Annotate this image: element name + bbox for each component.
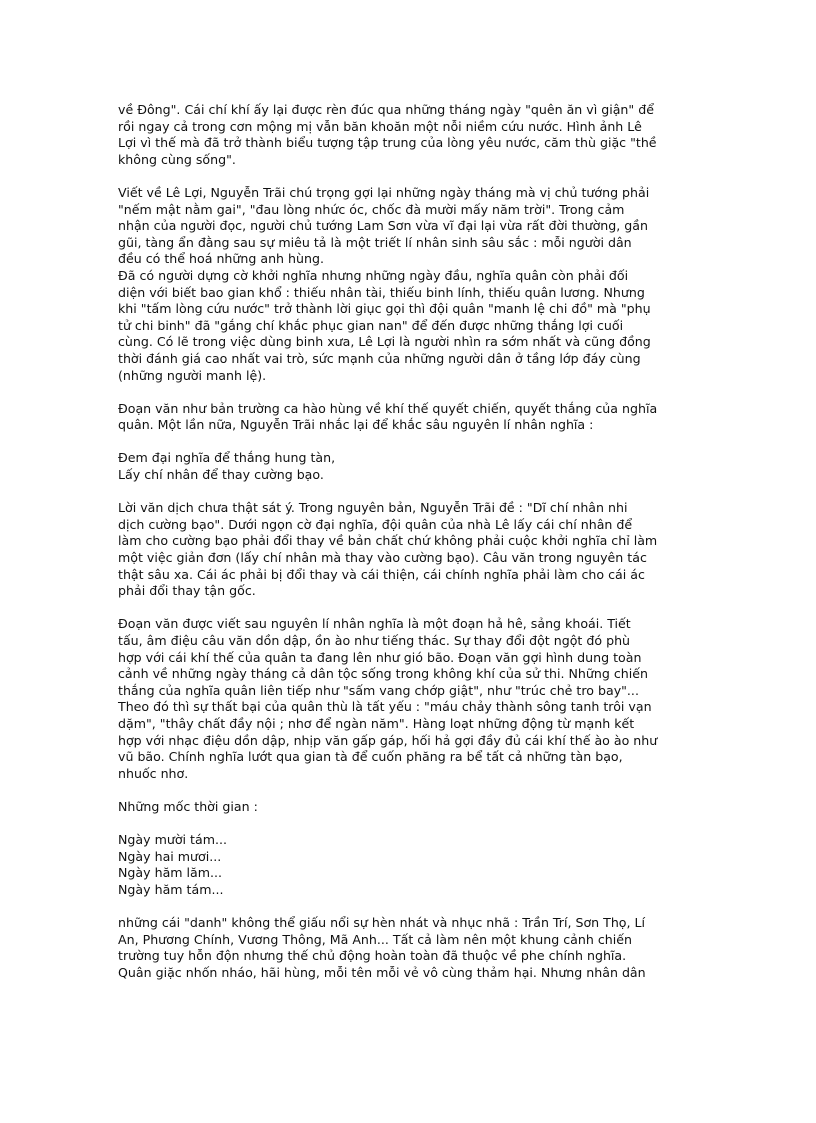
date-list (118, 832, 700, 898)
paragraph-3 (118, 401, 700, 434)
text-line: (những người manh lệ). (118, 367, 267, 383)
paragraph-gap (118, 899, 700, 916)
date-line: Ngày mười tám... (118, 832, 227, 848)
text-line: dặm", "thây chất đầy nội ; nhơ để ngàn năm". Hàng loạt những động từ mạnh kết (118, 715, 635, 731)
text-line: quân. Một lần nữa, Nguyễn Trãi nhắc lại để khắc sâu nguyên lí nhân nghĩa : (118, 417, 594, 433)
paragraph-gap (118, 434, 700, 451)
paragraph-6 (118, 799, 700, 816)
text-line: diện với biết bao gian khổ : thiếu nhân tài, thiếu binh lính, thiếu quân lương. Nhưng (118, 284, 645, 300)
text-line: đều có thể hoá những anh hùng. (118, 251, 324, 267)
text-line: những cái "danh" không thể giấu nổi sự hèn nhát và nhục nhã : Trần Trí, Sơn Thọ, Lí (118, 915, 646, 931)
date-line: Ngày hai mươi... (118, 848, 222, 864)
text-line: khi "tấm lòng cứu nước" trở thành lời giục gọi thì đội quân "manh lệ chi đồ" mà "phụ (118, 301, 651, 317)
paragraph-1 (118, 102, 700, 168)
text-line: Viết về Lê Lợi, Nguyễn Trãi chú trọng gợi lại những ngày tháng mà vị chủ tướng phải (118, 184, 650, 200)
text-line: "nếm mật nằm gai", "đau lòng nhức óc, chốc đà mười mấy năm trời". Trong cảm (118, 201, 625, 217)
paragraph-gap (118, 782, 700, 799)
paragraph-gap (118, 384, 700, 401)
text-line: Đoạn văn được viết sau nguyên lí nhân nghĩa là một đoạn hả hê, sảng khoái. Tiết (118, 616, 631, 632)
date-line: Ngày hăm lăm... (118, 865, 223, 881)
paragraph-gap (118, 600, 700, 617)
text-line: nhuốc nhơ. (118, 765, 189, 781)
date-line: Ngày hăm tám... (118, 881, 224, 897)
text-line: Đã có người dựng cờ khởi nghĩa nhưng những ngày đầu, nghĩa quân còn phải đối (118, 267, 629, 283)
text-line: An, Phương Chính, Vương Thông, Mã Anh... Tất cả làm nên một khung cảnh chiến (118, 931, 633, 947)
text-line: không cùng sống". (118, 151, 236, 167)
paragraph-gap (118, 816, 700, 833)
verse-line: Đem đại nghĩa để thắng hung tàn, (118, 450, 336, 466)
text-line: vũ bão. Chính nghĩa lướt qua gian tà để cuốn phăng ra bể tất cả những tàn bạo, (118, 749, 623, 765)
text-line: Lời văn dịch chưa thật sát ý. Trong nguyên bản, Nguyễn Trãi đề : "Dĩ chí nhân nhi (118, 500, 628, 516)
paragraph-gap (118, 168, 700, 185)
text-line: cùng. Có lẽ trong việc dùng binh xưa, Lê Lợi là người nhìn ra sớm nhất và cũng đồng (118, 334, 651, 350)
paragraph-5 (118, 616, 700, 782)
text-line: Lợi vì thế mà đã trở thành biểu tượng tập trung của lòng yêu nước, căm thù giặc "thề (118, 135, 657, 151)
text-line: phải đổi thay tận gốc. (118, 583, 256, 599)
verse-quote (118, 450, 700, 483)
text-line: về Đông". Cái chí khí ấy lại được rèn đúc qua những tháng ngày "quên ăn vì giận" để (118, 102, 654, 117)
text-line: gũi, tàng ẩn đằng sau sự miêu tả là một triết lí nhân sinh sâu sắc : mỗi người dân (118, 234, 632, 250)
text-line: hợp với nhạc điệu dồn dập, nhịp văn gấp gáp, hối hả gợi đầy đủ cái khí thế ào ào như (118, 732, 658, 748)
text-line: nhận của người đọc, người chủ tướng Lam Sơn vừa vĩ đại lại vừa rất đời thường, gần (118, 218, 648, 234)
text-line: Theo đó thì sự thất bại của quân thù là tất yếu : "máu chảy thành sông tanh trôi vạn (118, 699, 652, 715)
text-line: thật sâu xa. Cái ác phải bị đổi thay và cái thiện, cái chính nghĩa phải làm cho cái ác (118, 566, 645, 582)
paragraph-4 (118, 500, 700, 600)
text-line: dịch cường bạo". Dưới ngọn cờ đại nghĩa, đội quân của nhà Lê lấy cái chí nhân để (118, 516, 633, 532)
text-line: hợp với cái khí thế của quân ta đang lên như gió bão. Đoạn văn gợi hình dung toàn (118, 649, 642, 665)
paragraph-7 (118, 915, 700, 981)
document-page (118, 102, 700, 981)
verse-line: Lấy chí nhân để thay cường bạo. (118, 467, 324, 483)
paragraph-2 (118, 185, 700, 384)
text-line: tấu, âm điệu câu văn dồn dập, ồn ào như tiếng thác. Sự thay đổi đột ngột đó phù (118, 633, 631, 648)
paragraph-gap (118, 484, 700, 501)
text-line: một việc giản đơn (lấy chí nhân mà thay vào cường bạo). Câu văn trong nguyên tác (118, 550, 647, 566)
text-line: Quân giặc nhốn nháo, hãi hùng, mỗi tên mỗi vẻ vô cùng thảm hại. Nhưng nhân dân (118, 964, 646, 980)
text-line: làm cho cường bạo phải đổi thay về bản chất chứ không phải cuộc khởi nghĩa chỉ làm (118, 533, 658, 549)
text-line: tử chi binh" đã "gắng chí khắc phục gian nan" để đến được những thắng lợi cuối (118, 317, 624, 333)
text-line: rồi ngay cả trong cơn mộng mị vẫn băn khoăn một nỗi niềm cứu nước. Hình ảnh Lê (118, 118, 642, 134)
text-line: thời đánh giá cao nhất vai trò, sức mạnh của những người dân ở tầng lớp đáy cùng (118, 350, 641, 366)
text-line: Đoạn văn như bản trường ca hào hùng về khí thế quyết chiến, quyết thắng của nghĩa (118, 400, 658, 416)
text-line: cảnh về những ngày tháng cả dân tộc sống trong không khí của sử thi. Những chiến (118, 666, 649, 682)
text-line: thắng của nghĩa quân liên tiếp như "sấm vang chớp giật", như "trúc chẻ tro bay"... (118, 682, 639, 698)
text-line: Những mốc thời gian : (118, 798, 258, 814)
text-line: trường tuy hỗn độn nhưng thế chủ động hoàn toàn đã thuộc về phe chính nghĩa. (118, 948, 627, 964)
